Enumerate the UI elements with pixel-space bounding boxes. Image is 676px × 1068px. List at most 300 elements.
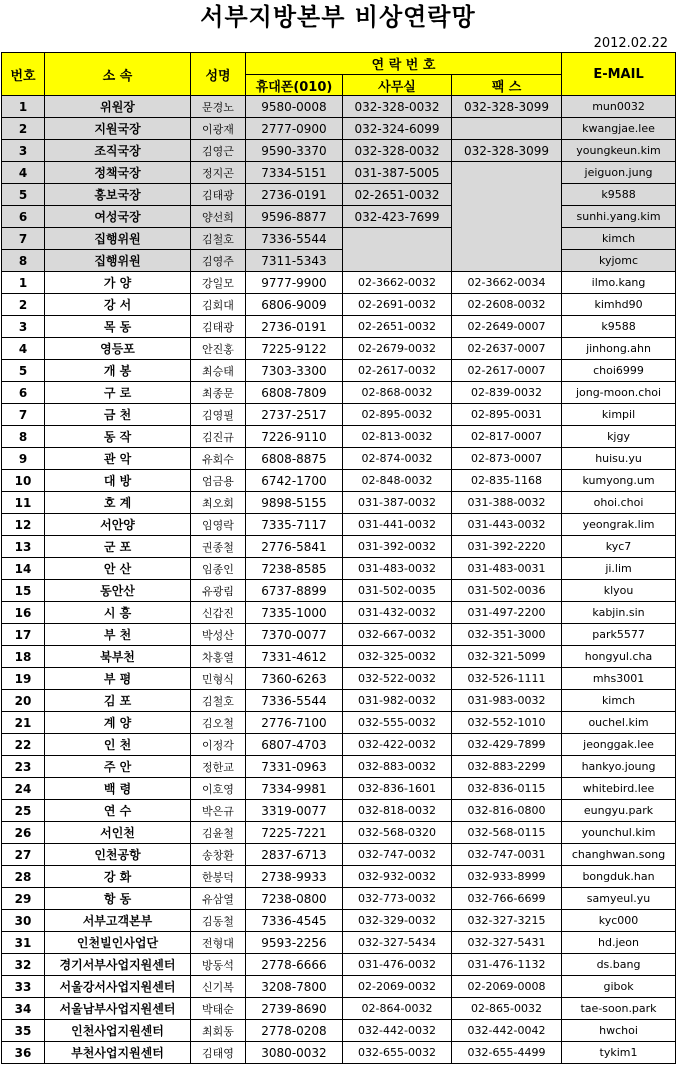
mobile-cell: 9580-0008 (246, 96, 343, 118)
name-cell: 유회수 (191, 448, 246, 470)
table-row (2, 382, 676, 404)
office-cell: 032-325-0032 (343, 646, 452, 668)
table-row (2, 602, 676, 624)
dept-cell: 호 계 (45, 492, 191, 514)
name-cell: 강일모 (191, 272, 246, 294)
email-cell[interactable]: jeonggak.lee (562, 734, 676, 756)
dept-cell: 인천사업지원센터 (45, 1020, 191, 1042)
table-row (2, 492, 676, 514)
mobile-cell: 7336-5544 (246, 690, 343, 712)
email-cell[interactable]: kyjomc (562, 250, 676, 272)
table-row (2, 536, 676, 558)
name-cell: 임영락 (191, 514, 246, 536)
no-cell: 19 (2, 668, 45, 690)
name-cell: 최승태 (191, 360, 246, 382)
no-cell: 31 (2, 932, 45, 954)
mobile-cell: 7335-7117 (246, 514, 343, 536)
no-cell: 24 (2, 778, 45, 800)
fax-cell: 032-655-4499 (452, 1042, 562, 1064)
fax-cell: 032-327-5431 (452, 932, 562, 954)
email-cell[interactable]: park5577 (562, 624, 676, 646)
office-cell: 031-441-0032 (343, 514, 452, 536)
fax-cell: 031-483-0031 (452, 558, 562, 580)
fax-cell: 032-552-1010 (452, 712, 562, 734)
dept-cell: 홍보국장 (45, 184, 191, 206)
mobile-cell: 3080-0032 (246, 1042, 343, 1064)
fax-cell: 032-836-0115 (452, 778, 562, 800)
table-row (2, 866, 676, 888)
name-cell: 김철호 (191, 690, 246, 712)
email-cell[interactable]: hankyo.joung (562, 756, 676, 778)
mobile-cell: 2778-0208 (246, 1020, 343, 1042)
mobile-cell: 7331-4612 (246, 646, 343, 668)
mobile-cell: 7335-1000 (246, 602, 343, 624)
name-cell: 권종철 (191, 536, 246, 558)
name-cell: 유광림 (191, 580, 246, 602)
fax-cell-merged (452, 162, 562, 272)
email-cell[interactable]: kimpil (562, 404, 676, 426)
name-cell: 박은규 (191, 800, 246, 822)
header-email: E-MAIL (562, 53, 676, 96)
office-cell: 032-422-0032 (343, 734, 452, 756)
mobile-cell: 7238-8585 (246, 558, 343, 580)
no-cell: 23 (2, 756, 45, 778)
fax-cell: 02-2637-0007 (452, 338, 562, 360)
dept-cell: 집행위원 (45, 250, 191, 272)
mobile-cell: 9590-3370 (246, 140, 343, 162)
email-cell[interactable]: klyou (562, 580, 676, 602)
email-cell[interactable]: kyc7 (562, 536, 676, 558)
name-cell: 송창환 (191, 844, 246, 866)
no-cell: 20 (2, 690, 45, 712)
name-cell: 차홍열 (191, 646, 246, 668)
table-row (2, 426, 676, 448)
mobile-cell: 7334-5151 (246, 162, 343, 184)
email-cell[interactable]: tykim1 (562, 1042, 676, 1064)
fax-cell: 02-2069-0008 (452, 976, 562, 998)
no-cell: 8 (2, 250, 45, 272)
table-row (2, 646, 676, 668)
office-cell: 02-2691-0032 (343, 294, 452, 316)
dept-cell: 강 서 (45, 294, 191, 316)
office-cell: 032-328-0032 (343, 140, 452, 162)
email-cell[interactable]: ji.lim (562, 558, 676, 580)
dept-cell: 목 동 (45, 316, 191, 338)
office-cell: 031-982-0032 (343, 690, 452, 712)
email-cell[interactable]: kimch (562, 690, 676, 712)
no-cell: 7 (2, 228, 45, 250)
dept-cell: 부 평 (45, 668, 191, 690)
office-cell: 02-2069-0032 (343, 976, 452, 998)
dept-cell: 김 포 (45, 690, 191, 712)
fax-cell: 032-328-3099 (452, 96, 562, 118)
mobile-cell: 2777-0900 (246, 118, 343, 140)
name-cell: 김오철 (191, 712, 246, 734)
email-cell[interactable]: whitebird.lee (562, 778, 676, 800)
fax-cell: 032-816-0800 (452, 800, 562, 822)
dept-cell: 북부천 (45, 646, 191, 668)
dept-cell: 연 수 (45, 800, 191, 822)
mobile-cell: 9898-5155 (246, 492, 343, 514)
dept-cell: 서부고객본부 (45, 910, 191, 932)
table-row (2, 404, 676, 426)
table-row (2, 514, 676, 536)
name-cell: 방동석 (191, 954, 246, 976)
dept-cell: 가 양 (45, 272, 191, 294)
mobile-cell: 7360-6263 (246, 668, 343, 690)
mobile-cell: 7311-5343 (246, 250, 343, 272)
no-cell: 34 (2, 998, 45, 1020)
dept-cell: 동안산 (45, 580, 191, 602)
name-cell: 박태순 (191, 998, 246, 1020)
dept-cell: 주 안 (45, 756, 191, 778)
name-cell: 김태광 (191, 316, 246, 338)
table-row (2, 470, 676, 492)
fax-cell: 032-766-6699 (452, 888, 562, 910)
dept-cell: 대 방 (45, 470, 191, 492)
email-cell[interactable]: huisu.yu (562, 448, 676, 470)
table-row (2, 1042, 676, 1064)
office-cell: 032-932-0032 (343, 866, 452, 888)
dept-cell: 부 천 (45, 624, 191, 646)
table-row (2, 888, 676, 910)
office-cell: 02-868-0032 (343, 382, 452, 404)
no-cell: 3 (2, 140, 45, 162)
dept-cell: 관 악 (45, 448, 191, 470)
no-cell: 21 (2, 712, 45, 734)
officer-row (2, 140, 676, 162)
header-no: 번호 (2, 53, 45, 96)
no-cell: 1 (2, 272, 45, 294)
mobile-cell: 7336-5544 (246, 228, 343, 250)
office-cell-merged (343, 228, 452, 272)
email-cell[interactable]: kwangjae.lee (562, 118, 676, 140)
email-cell[interactable]: youngkeun.kim (562, 140, 676, 162)
table-row (2, 734, 676, 756)
fax-cell: 031-392-2220 (452, 536, 562, 558)
mobile-cell: 2737-2517 (246, 404, 343, 426)
mobile-cell: 2776-5841 (246, 536, 343, 558)
mobile-cell: 2736-0191 (246, 184, 343, 206)
office-cell: 032-324-6099 (343, 118, 452, 140)
office-cell: 032-667-0032 (343, 624, 452, 646)
email-cell[interactable]: eungyu.park (562, 800, 676, 822)
email-cell[interactable]: kjgy (562, 426, 676, 448)
email-cell[interactable]: mun0032 (562, 96, 676, 118)
email-cell[interactable]: kumyong.um (562, 470, 676, 492)
email-cell[interactable]: ilmo.kang (562, 272, 676, 294)
no-cell: 11 (2, 492, 45, 514)
email-cell[interactable]: kabjin.sin (562, 602, 676, 624)
email-cell[interactable]: kyc000 (562, 910, 676, 932)
dept-cell: 서안양 (45, 514, 191, 536)
dept-cell: 서울강서사업지원센터 (45, 976, 191, 998)
officer-row (2, 228, 676, 250)
fax-cell: 032-526-1111 (452, 668, 562, 690)
email-cell[interactable]: gibok (562, 976, 676, 998)
no-cell: 26 (2, 822, 45, 844)
no-cell: 36 (2, 1042, 45, 1064)
name-cell: 김영주 (191, 250, 246, 272)
fax-cell: 02-3662-0034 (452, 272, 562, 294)
email-cell[interactable]: ohoi.choi (562, 492, 676, 514)
mobile-cell: 7334-9981 (246, 778, 343, 800)
dept-cell: 집행위원 (45, 228, 191, 250)
dept-cell: 인천공항 (45, 844, 191, 866)
office-cell: 032-423-7699 (343, 206, 452, 228)
email-cell[interactable]: hd.jeon (562, 932, 676, 954)
no-cell: 32 (2, 954, 45, 976)
office-cell: 031-502-0035 (343, 580, 452, 602)
no-cell: 18 (2, 646, 45, 668)
fax-cell: 02-873-0007 (452, 448, 562, 470)
fax-cell: 02-2608-0032 (452, 294, 562, 316)
email-cell[interactable]: kimch (562, 228, 676, 250)
mobile-cell: 9777-9900 (246, 272, 343, 294)
table-row (2, 954, 676, 976)
table-row (2, 800, 676, 822)
name-cell: 한봉덕 (191, 866, 246, 888)
name-cell: 김회대 (191, 294, 246, 316)
dept-cell: 부천사업지원센터 (45, 1042, 191, 1064)
table-row (2, 668, 676, 690)
name-cell: 안진홍 (191, 338, 246, 360)
mobile-cell: 6808-7809 (246, 382, 343, 404)
table-row (2, 976, 676, 998)
mobile-cell: 6807-4703 (246, 734, 343, 756)
table-row (2, 822, 676, 844)
fax-cell: 032-883-2299 (452, 756, 562, 778)
office-cell: 031-392-0032 (343, 536, 452, 558)
officer-row (2, 184, 676, 206)
office-cell: 02-874-0032 (343, 448, 452, 470)
office-cell: 032-329-0032 (343, 910, 452, 932)
no-cell: 5 (2, 360, 45, 382)
table-row (2, 1020, 676, 1042)
no-cell: 10 (2, 470, 45, 492)
name-cell: 김철호 (191, 228, 246, 250)
email-cell[interactable]: hwchoi (562, 1020, 676, 1042)
table-row (2, 360, 676, 382)
no-cell: 28 (2, 866, 45, 888)
no-cell: 1 (2, 96, 45, 118)
mobile-cell: 7303-3300 (246, 360, 343, 382)
office-cell: 02-2617-0032 (343, 360, 452, 382)
header-name: 성명 (191, 53, 246, 96)
email-cell[interactable]: yeongrak.lim (562, 514, 676, 536)
office-cell: 031-432-0032 (343, 602, 452, 624)
office-cell: 02-848-0032 (343, 470, 452, 492)
dept-cell: 개 봉 (45, 360, 191, 382)
fax-cell: 032-933-8999 (452, 866, 562, 888)
fax-cell: 032-442-0042 (452, 1020, 562, 1042)
name-cell: 김태광 (191, 184, 246, 206)
office-cell: 032-522-0032 (343, 668, 452, 690)
office-cell: 02-864-0032 (343, 998, 452, 1020)
email-cell[interactable]: younchul.kim (562, 822, 676, 844)
email-cell[interactable]: choi6999 (562, 360, 676, 382)
fax-cell: 032-429-7899 (452, 734, 562, 756)
fax-cell: 031-497-2200 (452, 602, 562, 624)
dept-cell: 서울남부사업지원센터 (45, 998, 191, 1020)
dept-cell: 동 작 (45, 426, 191, 448)
office-cell: 032-747-0032 (343, 844, 452, 866)
fax-cell: 02-817-0007 (452, 426, 562, 448)
office-cell: 02-895-0032 (343, 404, 452, 426)
email-cell[interactable]: ouchel.kim (562, 712, 676, 734)
name-cell: 엄금용 (191, 470, 246, 492)
dept-cell: 위원장 (45, 96, 191, 118)
table-row (2, 712, 676, 734)
fax-cell: 031-502-0036 (452, 580, 562, 602)
mobile-cell: 6737-8899 (246, 580, 343, 602)
name-cell: 김진규 (191, 426, 246, 448)
mobile-cell: 6806-9009 (246, 294, 343, 316)
email-cell[interactable]: k9588 (562, 316, 676, 338)
mobile-cell: 7226-9110 (246, 426, 343, 448)
email-cell[interactable]: sunhi.yang.kim (562, 206, 676, 228)
email-cell[interactable]: mhs3001 (562, 668, 676, 690)
dept-cell: 백 령 (45, 778, 191, 800)
fax-cell: 031-443-0032 (452, 514, 562, 536)
header-contact: 연 락 번 호 (246, 53, 562, 75)
dept-cell: 경기서부사업지원센터 (45, 954, 191, 976)
mobile-cell: 7370-0077 (246, 624, 343, 646)
office-cell: 032-836-1601 (343, 778, 452, 800)
no-cell: 4 (2, 162, 45, 184)
email-cell[interactable]: kimhd90 (562, 294, 676, 316)
mobile-cell: 2776-7100 (246, 712, 343, 734)
name-cell: 전형대 (191, 932, 246, 954)
name-cell: 최오회 (191, 492, 246, 514)
email-cell[interactable]: jong-moon.choi (562, 382, 676, 404)
fax-cell: 02-2617-0007 (452, 360, 562, 382)
table-row (2, 932, 676, 954)
mobile-cell: 3208-7800 (246, 976, 343, 998)
name-cell: 임종인 (191, 558, 246, 580)
email-cell[interactable]: hongyul.cha (562, 646, 676, 668)
mobile-cell: 7331-0963 (246, 756, 343, 778)
dept-cell: 시 흥 (45, 602, 191, 624)
table-row (2, 844, 676, 866)
header-dept: 소 속 (45, 53, 191, 96)
table-row (2, 580, 676, 602)
mobile-cell: 7225-7221 (246, 822, 343, 844)
email-cell[interactable]: ds.bang (562, 954, 676, 976)
mobile-cell: 6742-1700 (246, 470, 343, 492)
no-cell: 33 (2, 976, 45, 998)
office-cell: 02-2651-0032 (343, 184, 452, 206)
no-cell: 5 (2, 184, 45, 206)
email-cell[interactable]: bongduk.han (562, 866, 676, 888)
fax-cell: 02-835-1168 (452, 470, 562, 492)
table-body (2, 96, 676, 1064)
fax-cell: 032-321-5099 (452, 646, 562, 668)
fax-cell (452, 118, 562, 140)
email-cell[interactable]: changhwan.song (562, 844, 676, 866)
table-row (2, 624, 676, 646)
mobile-cell: 7225-9122 (246, 338, 343, 360)
name-cell: 김영근 (191, 140, 246, 162)
header-mobile: 휴대폰(010) (246, 75, 343, 96)
dept-cell: 정책국장 (45, 162, 191, 184)
no-cell: 27 (2, 844, 45, 866)
name-cell: 김동철 (191, 910, 246, 932)
mobile-cell: 9596-8877 (246, 206, 343, 228)
page-title: 서부지방본부 비상연락망 (200, 3, 476, 31)
office-cell: 02-3662-0032 (343, 272, 452, 294)
email-cell[interactable]: k9588 (562, 184, 676, 206)
name-cell: 유삼열 (191, 888, 246, 910)
dept-cell: 인 천 (45, 734, 191, 756)
officer-row (2, 206, 676, 228)
fax-cell: 031-388-0032 (452, 492, 562, 514)
name-cell: 김영필 (191, 404, 246, 426)
mobile-cell: 2837-6713 (246, 844, 343, 866)
name-cell: 민형식 (191, 668, 246, 690)
name-cell: 이광재 (191, 118, 246, 140)
table-row (2, 558, 676, 580)
no-cell: 35 (2, 1020, 45, 1042)
table-row (2, 448, 676, 470)
office-cell: 031-387-0032 (343, 492, 452, 514)
table-row (2, 998, 676, 1020)
office-cell: 032-568-0320 (343, 822, 452, 844)
office-cell: 032-442-0032 (343, 1020, 452, 1042)
dept-cell: 지원국장 (45, 118, 191, 140)
name-cell: 박성산 (191, 624, 246, 646)
email-cell[interactable]: samyeul.yu (562, 888, 676, 910)
no-cell: 17 (2, 624, 45, 646)
no-cell: 16 (2, 602, 45, 624)
no-cell: 6 (2, 382, 45, 404)
fax-cell: 031-983-0032 (452, 690, 562, 712)
table-row (2, 294, 676, 316)
fax-cell: 02-895-0031 (452, 404, 562, 426)
email-cell[interactable]: jinhong.ahn (562, 338, 676, 360)
no-cell: 2 (2, 118, 45, 140)
name-cell: 양선희 (191, 206, 246, 228)
dept-cell: 금 천 (45, 404, 191, 426)
office-cell: 032-818-0032 (343, 800, 452, 822)
email-cell[interactable]: tae-soon.park (562, 998, 676, 1020)
mobile-cell: 9593-2256 (246, 932, 343, 954)
no-cell: 6 (2, 206, 45, 228)
office-cell: 032-328-0032 (343, 96, 452, 118)
table-row (2, 690, 676, 712)
no-cell: 13 (2, 536, 45, 558)
email-cell[interactable]: jeiguon.jung (562, 162, 676, 184)
no-cell: 22 (2, 734, 45, 756)
name-cell: 이정각 (191, 734, 246, 756)
table-row (2, 272, 676, 294)
name-cell: 정한교 (191, 756, 246, 778)
mobile-cell: 3319-0077 (246, 800, 343, 822)
date-label: 2012.02.22 (593, 36, 668, 51)
table-row (2, 316, 676, 338)
no-cell: 30 (2, 910, 45, 932)
office-cell: 032-883-0032 (343, 756, 452, 778)
table-row (2, 778, 676, 800)
no-cell: 7 (2, 404, 45, 426)
header-fax: 팩 스 (452, 75, 562, 96)
fax-cell: 032-747-0031 (452, 844, 562, 866)
no-cell: 29 (2, 888, 45, 910)
name-cell: 김태영 (191, 1042, 246, 1064)
office-cell: 02-2651-0032 (343, 316, 452, 338)
fax-cell: 032-568-0115 (452, 822, 562, 844)
fax-cell: 032-351-3000 (452, 624, 562, 646)
